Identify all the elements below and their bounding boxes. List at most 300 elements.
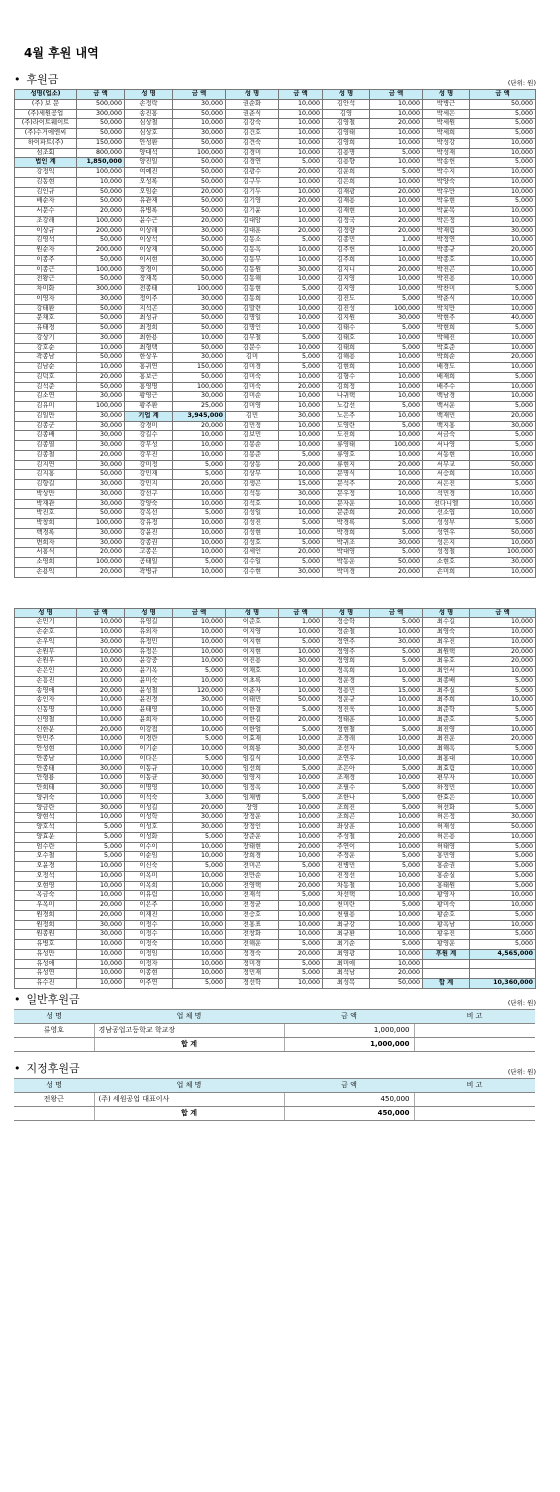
donation-amount: 30,000 xyxy=(77,431,125,441)
donation-amount: 10,000 xyxy=(77,881,125,891)
donor-name: 유영길 xyxy=(125,618,173,628)
donation-amount: 20,000 xyxy=(370,480,423,490)
table-row xyxy=(15,667,536,677)
table-row xyxy=(15,441,536,451)
donor-name: 윤희자 xyxy=(125,715,173,725)
donor-name: 정운규 xyxy=(323,696,370,706)
donor-name: 강종권 xyxy=(125,538,173,548)
table-row xyxy=(15,372,536,382)
donation-amount: 5,000 xyxy=(77,823,125,833)
donor-name: 차미화 xyxy=(15,285,77,295)
table-row xyxy=(15,696,536,706)
table-row xyxy=(15,803,536,813)
donation-amount: 50,000 xyxy=(173,197,226,207)
donor-name: 원종원 xyxy=(15,930,77,940)
donation-amount: 10,000 xyxy=(173,441,226,451)
donor-name: 안희태 xyxy=(15,784,77,794)
donor-name: 박진용 xyxy=(423,275,470,285)
col-header: 금 액 xyxy=(279,90,323,100)
donation-amount: 5,000 xyxy=(370,324,423,334)
donor-name: 박양숙 xyxy=(423,177,470,187)
donation-amount: 20,000 xyxy=(470,411,536,421)
donor-name: 박병근 xyxy=(423,99,470,109)
donation-amount: 5,000 xyxy=(279,558,323,568)
table-row xyxy=(15,177,536,187)
donor-name: 박치만 xyxy=(423,304,470,314)
donor-name: 류영태 xyxy=(323,441,370,451)
donation-amount: 5,000 xyxy=(370,528,423,538)
donor-name: 이초록 xyxy=(226,676,279,686)
donation-amount: 10,000 xyxy=(173,725,226,735)
donor-name: 김진성 xyxy=(323,304,370,314)
donation-amount: 10,000 xyxy=(173,920,226,930)
donor-name: 최주희 xyxy=(423,696,470,706)
donor-name: (주)수거에엔씨 xyxy=(15,129,77,139)
donation-amount: 5,000 xyxy=(173,667,226,677)
donor-name: 황주환 xyxy=(125,402,173,412)
table-row xyxy=(15,706,536,716)
donor-name: 안형룡 xyxy=(15,774,77,784)
donation-amount: 50,000 xyxy=(77,304,125,314)
donation-amount: 5,000 xyxy=(470,871,536,881)
table-row xyxy=(15,119,536,129)
donor-name: 조희진 xyxy=(323,803,370,813)
donation-amount: 10,000 xyxy=(77,871,125,881)
donation-amount: 10,000 xyxy=(370,197,423,207)
col-header: 성 명 xyxy=(15,608,77,618)
donor-name: 최형택 xyxy=(125,343,173,353)
donor-name: 이한길 xyxy=(226,715,279,725)
donor-name: 전종태 xyxy=(125,285,173,295)
donation-amount: 10,000 xyxy=(470,832,536,842)
donation-amount: 20,000 xyxy=(370,265,423,275)
donor-name: 박은정 xyxy=(423,216,470,226)
table-row xyxy=(15,187,536,197)
donor-name: 박재관 xyxy=(15,499,77,509)
donor-name: 문자운 xyxy=(323,499,370,509)
donation-amount: 5,000 xyxy=(370,725,423,735)
donation-amount: 20,000 xyxy=(173,421,226,431)
donor-name: 주성철 xyxy=(323,832,370,842)
donor-name: 이종현 xyxy=(125,969,173,979)
donation-amount: 20,000 xyxy=(370,226,423,236)
donor-name: 조희곤 xyxy=(323,813,370,823)
donor-name: 선소엽 xyxy=(423,509,470,519)
donor-name: 백남경 xyxy=(423,392,470,402)
donation-amount: 100,000 xyxy=(77,265,125,275)
donor-name: 안종태 xyxy=(15,764,77,774)
donation-amount: 20,000 xyxy=(370,567,423,577)
donor-name: 황옥남 xyxy=(423,920,470,930)
donor-name: 좌상훈 xyxy=(323,823,370,833)
donor-name: 김희정 xyxy=(323,382,370,392)
donor-name: 이채호 xyxy=(226,667,279,677)
donor-name xyxy=(423,959,470,969)
donation-amount: 10,000 xyxy=(279,628,323,638)
total-row xyxy=(14,1106,535,1120)
table-row xyxy=(15,852,536,862)
donation-amount: 3,000 xyxy=(173,793,226,803)
donor-name: 황유진 xyxy=(423,930,470,940)
table-row xyxy=(15,109,536,119)
donation-amount: 20,000 xyxy=(470,735,536,745)
donation-amount: 10,000 xyxy=(173,764,226,774)
table-row xyxy=(15,392,536,402)
donation-amount: 10,000 xyxy=(370,392,423,402)
donor-name: 김영태 xyxy=(323,129,370,139)
donor-name: 이태민 xyxy=(226,696,279,706)
donation-amount: 10,000 xyxy=(370,411,423,421)
donation-amount: 10,000 xyxy=(470,489,536,499)
donor-name: 박현희 xyxy=(423,324,470,334)
donor-name: 신동명 xyxy=(15,706,77,716)
donation-amount: 120,000 xyxy=(173,686,226,696)
donor-name: 전홍표 xyxy=(226,920,279,930)
donor-name: 김수일 xyxy=(226,558,279,568)
donation-amount: 10,000 xyxy=(279,109,323,119)
donation-amount: 10,000 xyxy=(470,891,536,901)
donor-name: 이효재 xyxy=(226,735,279,745)
donor-name: 정용민 xyxy=(323,686,370,696)
donor-name: 최효림 xyxy=(423,764,470,774)
donor-name: 유성애 xyxy=(15,959,77,969)
donor-name: 석민경 xyxy=(423,489,470,499)
donation-amount: 10,000 xyxy=(279,774,323,784)
donation-amount: 20,000 xyxy=(77,901,125,911)
donation-amount: 10,000 xyxy=(279,275,323,285)
donor-name: 김봉준 xyxy=(226,450,279,460)
donation-amount: 30,000 xyxy=(470,813,536,823)
donation-amount: 10,000 xyxy=(279,470,323,480)
donor-name: 공태일 xyxy=(125,558,173,568)
col-header: 금 액 xyxy=(470,90,536,100)
donation-amount: 5,000 xyxy=(279,158,323,168)
donation-amount: 10,000 xyxy=(370,842,423,852)
table-row xyxy=(15,285,536,295)
donation-amount: 20,000 xyxy=(370,460,423,470)
table-row xyxy=(15,158,536,168)
donation-amount: 5,000 xyxy=(279,363,323,373)
donor-name: 백경록 xyxy=(15,528,77,538)
donor-name: 차선택 xyxy=(323,891,370,901)
donor-name: 권순화 xyxy=(226,99,279,109)
bullet-icon: • xyxy=(14,73,21,86)
table-row xyxy=(15,470,536,480)
donation-amount: 10,000 xyxy=(77,715,125,725)
col-header: 업 체 명 xyxy=(94,1078,284,1092)
table-row xyxy=(15,207,536,217)
donor-name: 김기윤 xyxy=(226,207,279,217)
donor-name: 전정균 xyxy=(226,901,279,911)
donor-name: 송인자 xyxy=(15,696,77,706)
total-label: 합 계 xyxy=(94,1037,284,1051)
donation-amount: 10,000 xyxy=(470,333,536,343)
donor-name: 이성화 xyxy=(125,832,173,842)
donor-name: 김태희 xyxy=(323,343,370,353)
donation-amount: 10,000 xyxy=(279,832,323,842)
donor-name: 오임순 xyxy=(125,187,173,197)
col-header: 금 액 xyxy=(470,608,536,618)
donation-amount: 10,000 xyxy=(279,99,323,109)
donation-amount: 10,000 xyxy=(279,294,323,304)
donor-name: 최진영 xyxy=(423,725,470,735)
donation-amount: 30,000 xyxy=(77,920,125,930)
donation-amount: 10,000 xyxy=(370,774,423,784)
donation-amount: 100,000 xyxy=(77,402,125,412)
donation-amount: 10,000 xyxy=(173,548,226,558)
donation-amount: 10,000 xyxy=(77,891,125,901)
donation-amount: 5,000 xyxy=(279,725,323,735)
donation-amount: 30,000 xyxy=(77,499,125,509)
donor-name: 이옥미 xyxy=(125,871,173,881)
donation-amount: 10,000 xyxy=(470,470,536,480)
donor-name: 김영 xyxy=(323,109,370,119)
donor-name: 강호순 xyxy=(15,343,77,353)
table-row xyxy=(15,969,536,979)
donation-amount: 40,000 xyxy=(470,314,536,324)
donor-name: 안종남 xyxy=(15,754,77,764)
total-row xyxy=(14,1037,535,1051)
donation-amount: 10,000 xyxy=(279,148,323,158)
donation-amount: 10,000 xyxy=(370,207,423,217)
col-header: 금 액 xyxy=(284,1009,414,1023)
donor-name: 김지연 xyxy=(15,460,77,470)
donation-amount: 10,000 xyxy=(173,969,226,979)
donation-amount: 10,000 xyxy=(77,696,125,706)
donor-name: 유수진 xyxy=(15,979,77,989)
donation-amount: 50,000 xyxy=(470,99,536,109)
donation-amount: 10,000 xyxy=(279,784,323,794)
donor-name: 옥금숙 xyxy=(15,891,77,901)
donation-amount: 10,000 xyxy=(470,920,536,930)
donor-name: 강길수 xyxy=(125,431,173,441)
donor-name: 정현철 xyxy=(323,725,370,735)
donor-name: 양호석 xyxy=(15,823,77,833)
donor-name: 오성록 xyxy=(125,177,173,187)
donation-amount: 4,565,000 xyxy=(470,949,536,959)
donation-amount: 5,000 xyxy=(470,842,536,852)
donation-amount: 10,000 xyxy=(77,979,125,989)
donation-amount: 30,000 xyxy=(77,294,125,304)
donation-amount: 30,000 xyxy=(173,392,226,402)
donation-amount: 30,000 xyxy=(173,353,226,363)
table-row xyxy=(15,725,536,735)
col-header: 성 명 xyxy=(14,1009,94,1023)
donor-name: 박재림 xyxy=(423,226,470,236)
donation-amount: 10,000 xyxy=(470,363,536,373)
donor-name: 기업 계 xyxy=(125,411,173,421)
donation-amount: 10,000 xyxy=(370,881,423,891)
donation-amount: 5,000 xyxy=(370,657,423,667)
donation-amount: 10,000 xyxy=(470,499,536,509)
donor-name: 한효은 xyxy=(423,793,470,803)
donor-name: 곽병규 xyxy=(125,567,173,577)
donor-name: 안성현 xyxy=(15,745,77,755)
donation-amount: 5,000 xyxy=(77,842,125,852)
donor-name: 안민주 xyxy=(15,735,77,745)
donation-amount: 5,000 xyxy=(279,519,323,529)
donor-name: 박찬미 xyxy=(423,285,470,295)
donation-amount: 10,000 xyxy=(370,930,423,940)
col-header: 금 액 xyxy=(173,608,226,618)
donation-amount: 50,000 xyxy=(279,696,323,706)
donation-amount: 100,000 xyxy=(77,558,125,568)
donor-name: 김영석 xyxy=(15,236,77,246)
table-row xyxy=(15,129,536,139)
donation-amount: 10,000 xyxy=(77,628,125,638)
table-row xyxy=(15,509,536,519)
donor-name: 이정수 xyxy=(125,930,173,940)
col-header: 성명(업소) xyxy=(15,90,77,100)
donor-name: 김소연 xyxy=(15,392,77,402)
donation-amount: 50,000 xyxy=(173,372,226,382)
donor-name: 김성호 xyxy=(226,538,279,548)
donation-amount: 50,000 xyxy=(77,119,125,129)
donor-name: 도영란 xyxy=(323,421,370,431)
donation-amount xyxy=(470,959,536,969)
donor-name: 합 계 xyxy=(423,979,470,989)
col-header: 금 액 xyxy=(77,608,125,618)
section-label: 일반후원금 xyxy=(26,992,80,1006)
donation-amount: 20,000 xyxy=(370,119,423,129)
donor-name: 서은진 xyxy=(423,480,470,490)
donor-name: 박희순 xyxy=(423,353,470,363)
donation-amount: 10,000 xyxy=(173,949,226,959)
donor-name xyxy=(423,969,470,979)
col-header: 업 체 명 xyxy=(94,1009,284,1023)
table-row xyxy=(15,647,536,657)
amount: 450,000 xyxy=(284,1092,414,1106)
donation-amount: 10,000 xyxy=(470,275,536,285)
donation-amount: 20,000 xyxy=(470,647,536,657)
donation-amount: 10,000 xyxy=(470,207,536,217)
donor-name: 도진희 xyxy=(323,431,370,441)
donor-name: 김동현 xyxy=(226,285,279,295)
donor-name: 손용익 xyxy=(15,567,77,577)
donor-name: 정이주 xyxy=(125,294,173,304)
donor-name: 정운경 xyxy=(323,676,370,686)
donation-amount: 10,000 xyxy=(470,450,536,460)
donation-amount: 50,000 xyxy=(77,382,125,392)
donation-amount: 5,000 xyxy=(470,803,536,813)
donation-amount: 5,000 xyxy=(370,421,423,431)
donor-name: 강민지 xyxy=(125,480,173,490)
donation-amount: 30,000 xyxy=(173,129,226,139)
donation-amount: 1,000 xyxy=(370,236,423,246)
donation-amount: 10,000 xyxy=(77,793,125,803)
donation-amount: 10,000 xyxy=(370,99,423,109)
donation-amount: 10,000 xyxy=(279,910,323,920)
donation-amount: 5,000 xyxy=(279,862,323,872)
table-row xyxy=(15,411,536,421)
donation-amount: 30,000 xyxy=(77,784,125,794)
donation-amount: 200,000 xyxy=(77,246,125,256)
donation-amount: 30,000 xyxy=(370,314,423,324)
donor-name: 김생곤 xyxy=(226,480,279,490)
donation-amount: 50,000 xyxy=(173,236,226,246)
donor-name: 강정익 xyxy=(15,168,77,178)
donor-name: 강옥선 xyxy=(125,509,173,519)
donation-amount: 1,850,000 xyxy=(77,158,125,168)
donation-amount: 10,000 xyxy=(77,647,125,657)
company-name: 경남공업고등학교 학교장 xyxy=(94,1023,284,1037)
donation-amount: 5,000 xyxy=(470,129,536,139)
donor-name: 김태수 xyxy=(323,324,370,334)
donation-amount: 5,000 xyxy=(370,676,423,686)
donor-name: 김민정 xyxy=(226,421,279,431)
donor-name: 김종민 xyxy=(323,236,370,246)
donation-table-2 xyxy=(14,608,536,989)
donor-name: 조강래 xyxy=(15,216,77,226)
col-header: 성 명 xyxy=(323,90,370,100)
donor-name: 성은지 xyxy=(423,538,470,548)
donation-amount: 5,000 xyxy=(470,930,536,940)
donation-amount: 5,000 xyxy=(470,862,536,872)
donor-name: 정영주 xyxy=(323,647,370,657)
donor-name: 양효운 xyxy=(15,832,77,842)
donation-amount: 20,000 xyxy=(279,226,323,236)
donor-name: 김종철 xyxy=(15,450,77,460)
donor-name: 김영철 xyxy=(323,119,370,129)
donor-name: 류영호 xyxy=(323,450,370,460)
donor-name: 정미경 xyxy=(226,959,279,969)
donor-name: 윤성철 xyxy=(125,686,173,696)
donation-amount: 30,000 xyxy=(77,333,125,343)
donation-amount: 100,000 xyxy=(173,382,226,392)
donation-amount: 30,000 xyxy=(173,696,226,706)
donation-amount: 20,000 xyxy=(279,197,323,207)
table-row xyxy=(15,324,536,334)
donation-amount: 5,000 xyxy=(370,852,423,862)
donor-name: 김유미 xyxy=(15,402,77,412)
donation-amount: 30,000 xyxy=(173,294,226,304)
donor-name: 김종배 xyxy=(15,431,77,441)
donor-name: 박성재 xyxy=(423,148,470,158)
donation-amount: 30,000 xyxy=(370,538,423,548)
table-row xyxy=(15,343,536,353)
donation-amount: 10,000 xyxy=(173,528,226,538)
table-row xyxy=(15,940,536,950)
donation-amount: 5,000 xyxy=(370,548,423,558)
donor-name: 한상우 xyxy=(125,353,173,363)
donor-name: 오수철 xyxy=(15,852,77,862)
donation-amount: 10,000 xyxy=(173,745,226,755)
donor-name: 박수지 xyxy=(423,168,470,178)
donor-name: 황영근 xyxy=(125,392,173,402)
table-row xyxy=(15,871,536,881)
donation-amount: 10,000 xyxy=(173,431,226,441)
donor-name: 이춘자 xyxy=(226,686,279,696)
donor-name: 최준학 xyxy=(423,706,470,716)
donor-name: 최석남 xyxy=(323,969,370,979)
table-row xyxy=(15,618,536,628)
donation-amount: 5,000 xyxy=(279,940,323,950)
donor-name: 박송헌 xyxy=(423,158,470,168)
donation-amount: 5,000 xyxy=(173,460,226,470)
donation-amount: 30,000 xyxy=(77,441,125,451)
donation-amount: 50,000 xyxy=(370,558,423,568)
donation-amount: 20,000 xyxy=(279,842,323,852)
donor-name: 섬조회 xyxy=(15,148,77,158)
donation-amount: 15,000 xyxy=(370,686,423,696)
donor-name: 이종주 xyxy=(15,255,77,265)
donation-amount: 5,000 xyxy=(279,706,323,716)
donor-name: 배주수 xyxy=(423,382,470,392)
donor-name: 손원우 xyxy=(15,657,77,667)
donation-amount: 50,000 xyxy=(173,158,226,168)
donor-name: 허은용 xyxy=(423,832,470,842)
table-row xyxy=(15,460,536,470)
